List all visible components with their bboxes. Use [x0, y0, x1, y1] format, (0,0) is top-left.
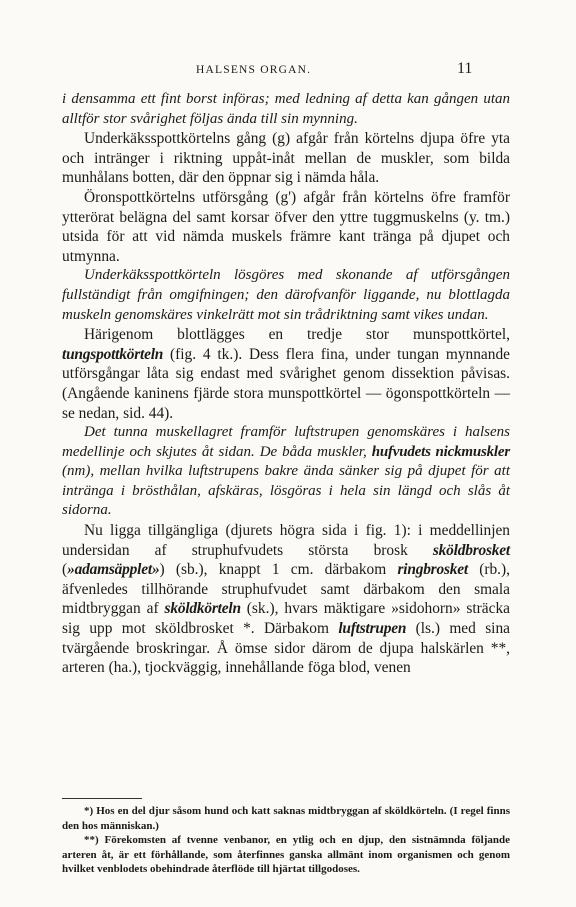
paragraph-6-text-b: (nm), mellan hvilka luftstrupens bakre ända sänker sig på djupet för att intränga i brösthålan, afskäras, lösgöras i hela sin längd och slås åt sidorna.	[62, 463, 510, 519]
paragraph-3: Öronspottkörtelns utförsgång (g') afgår från körtelns öfre framför ytterörat belägna del samt korsar öfver den yttre tuggmuskelns (y. tm.) utsida för att vid nämda muskels främre kant tränga på djupet och utmynna.	[62, 188, 510, 265]
paragraph-7-text-c: ) (sb.), knappt 1 cm. därbakom	[159, 561, 398, 579]
paragraph-1: i densamma ett fint borst införas; med ledning af detta kan gången utan alltför stor svårighet följas ända till sin mynning.	[62, 91, 510, 127]
term-adamsapplet: »adamsäpplet»	[67, 561, 160, 579]
paragraph-5	[62, 325, 510, 423]
body-text	[62, 90, 510, 678]
paragraph-2: Underkäksspottkörtelns gång (g) afgår från körtelns djupa öfre yta och intränger i riktning uppåt-inåt mellan de muskler, som bilda munhålans botten, där den öppnar sig i nämda håla.	[62, 130, 510, 187]
page-header	[0, 60, 576, 84]
paragraph-7	[62, 521, 510, 678]
paragraph-7-text-a: Nu ligga tillgängliga (djurets högra sida i fig. 1): i meddellinjen undersidan af struphufvudets största brosk	[62, 522, 510, 559]
term-nickmuskler: hufvudets nickmuskler	[371, 443, 510, 460]
footnote-divider	[62, 798, 142, 799]
term-skoldbrosket: sköldbrosket	[432, 541, 510, 559]
paragraph-4: Underkäksspottkörteln lösgöres med skonande af utförsgången fullständigt från omgifningen; den därofvanför liggande, nu blottlagda muskeln genomskäres vinkelrätt mot sin trådriktning samt vikes undan.	[62, 267, 510, 323]
running-title: HALSENS ORGAN.	[196, 64, 312, 76]
paragraph-7-text-b: (	[62, 561, 68, 579]
paragraph-6-text-a: Det tunna muskellagret framför luftstrupen genomskäres i halsens medellinje och skjutes åt sidan. De båda muskler,	[62, 424, 510, 460]
term-ringbrosket: ringbrosket	[397, 561, 468, 579]
term-luftstrupen: luftstrupen	[338, 620, 407, 638]
paragraph-6	[62, 423, 510, 521]
footnotes	[62, 804, 510, 877]
paragraph-5-text-b: (fig. 4 tk.). Dess flera fina, under tungan mynnande utförsgångar låta sig endast med svårighet genom dissektion påvisas. (Angående kaninens fjärde stora munspottkörtel — ögonspottkörteln — se nedan, sid. 44).	[62, 345, 510, 422]
paragraph-7-text-d: (rb.), äfvenledes tillhörande struphufvudet samt därbakom den smala midtbryggan af	[62, 561, 510, 618]
footnote-2: **) Förekomsten af tvenne venbanor, en ytlig och en djup, den sistnämnda följande arteren åt, är ett förhållande, som återfinnes ganska allmänt inom organismen och genom hvilket venblodets obehindrade återflöde till hjärtat tillgodoses.	[62, 834, 510, 876]
term-tungspottkorteln: tungspottkörteln	[62, 345, 164, 363]
paragraph-7-text-f: (ls.) med sina tvärgående broskringar. Å ömse sidor därom de djupa halskärlen **, arteren (ha.), tjockväggig, innehållande föga blod, venen	[62, 620, 510, 677]
page-number: 11	[457, 60, 473, 77]
footnote-1: *) Hos en del djur såsom hund och katt saknas midtbryggan af sköldkörteln. (I regel finns den hos människan.)	[62, 805, 510, 832]
paragraph-5-text-a: Härigenom blottlägges en tredje stor munspottkörtel,	[84, 326, 510, 344]
paragraph-7-text-e: (sk.), hvars mäktigare »sidohorn» sträcka sig upp mot sköldbrosket *. Därbakom	[62, 600, 510, 638]
term-skoldkorteln: sköldkörteln	[164, 600, 241, 618]
